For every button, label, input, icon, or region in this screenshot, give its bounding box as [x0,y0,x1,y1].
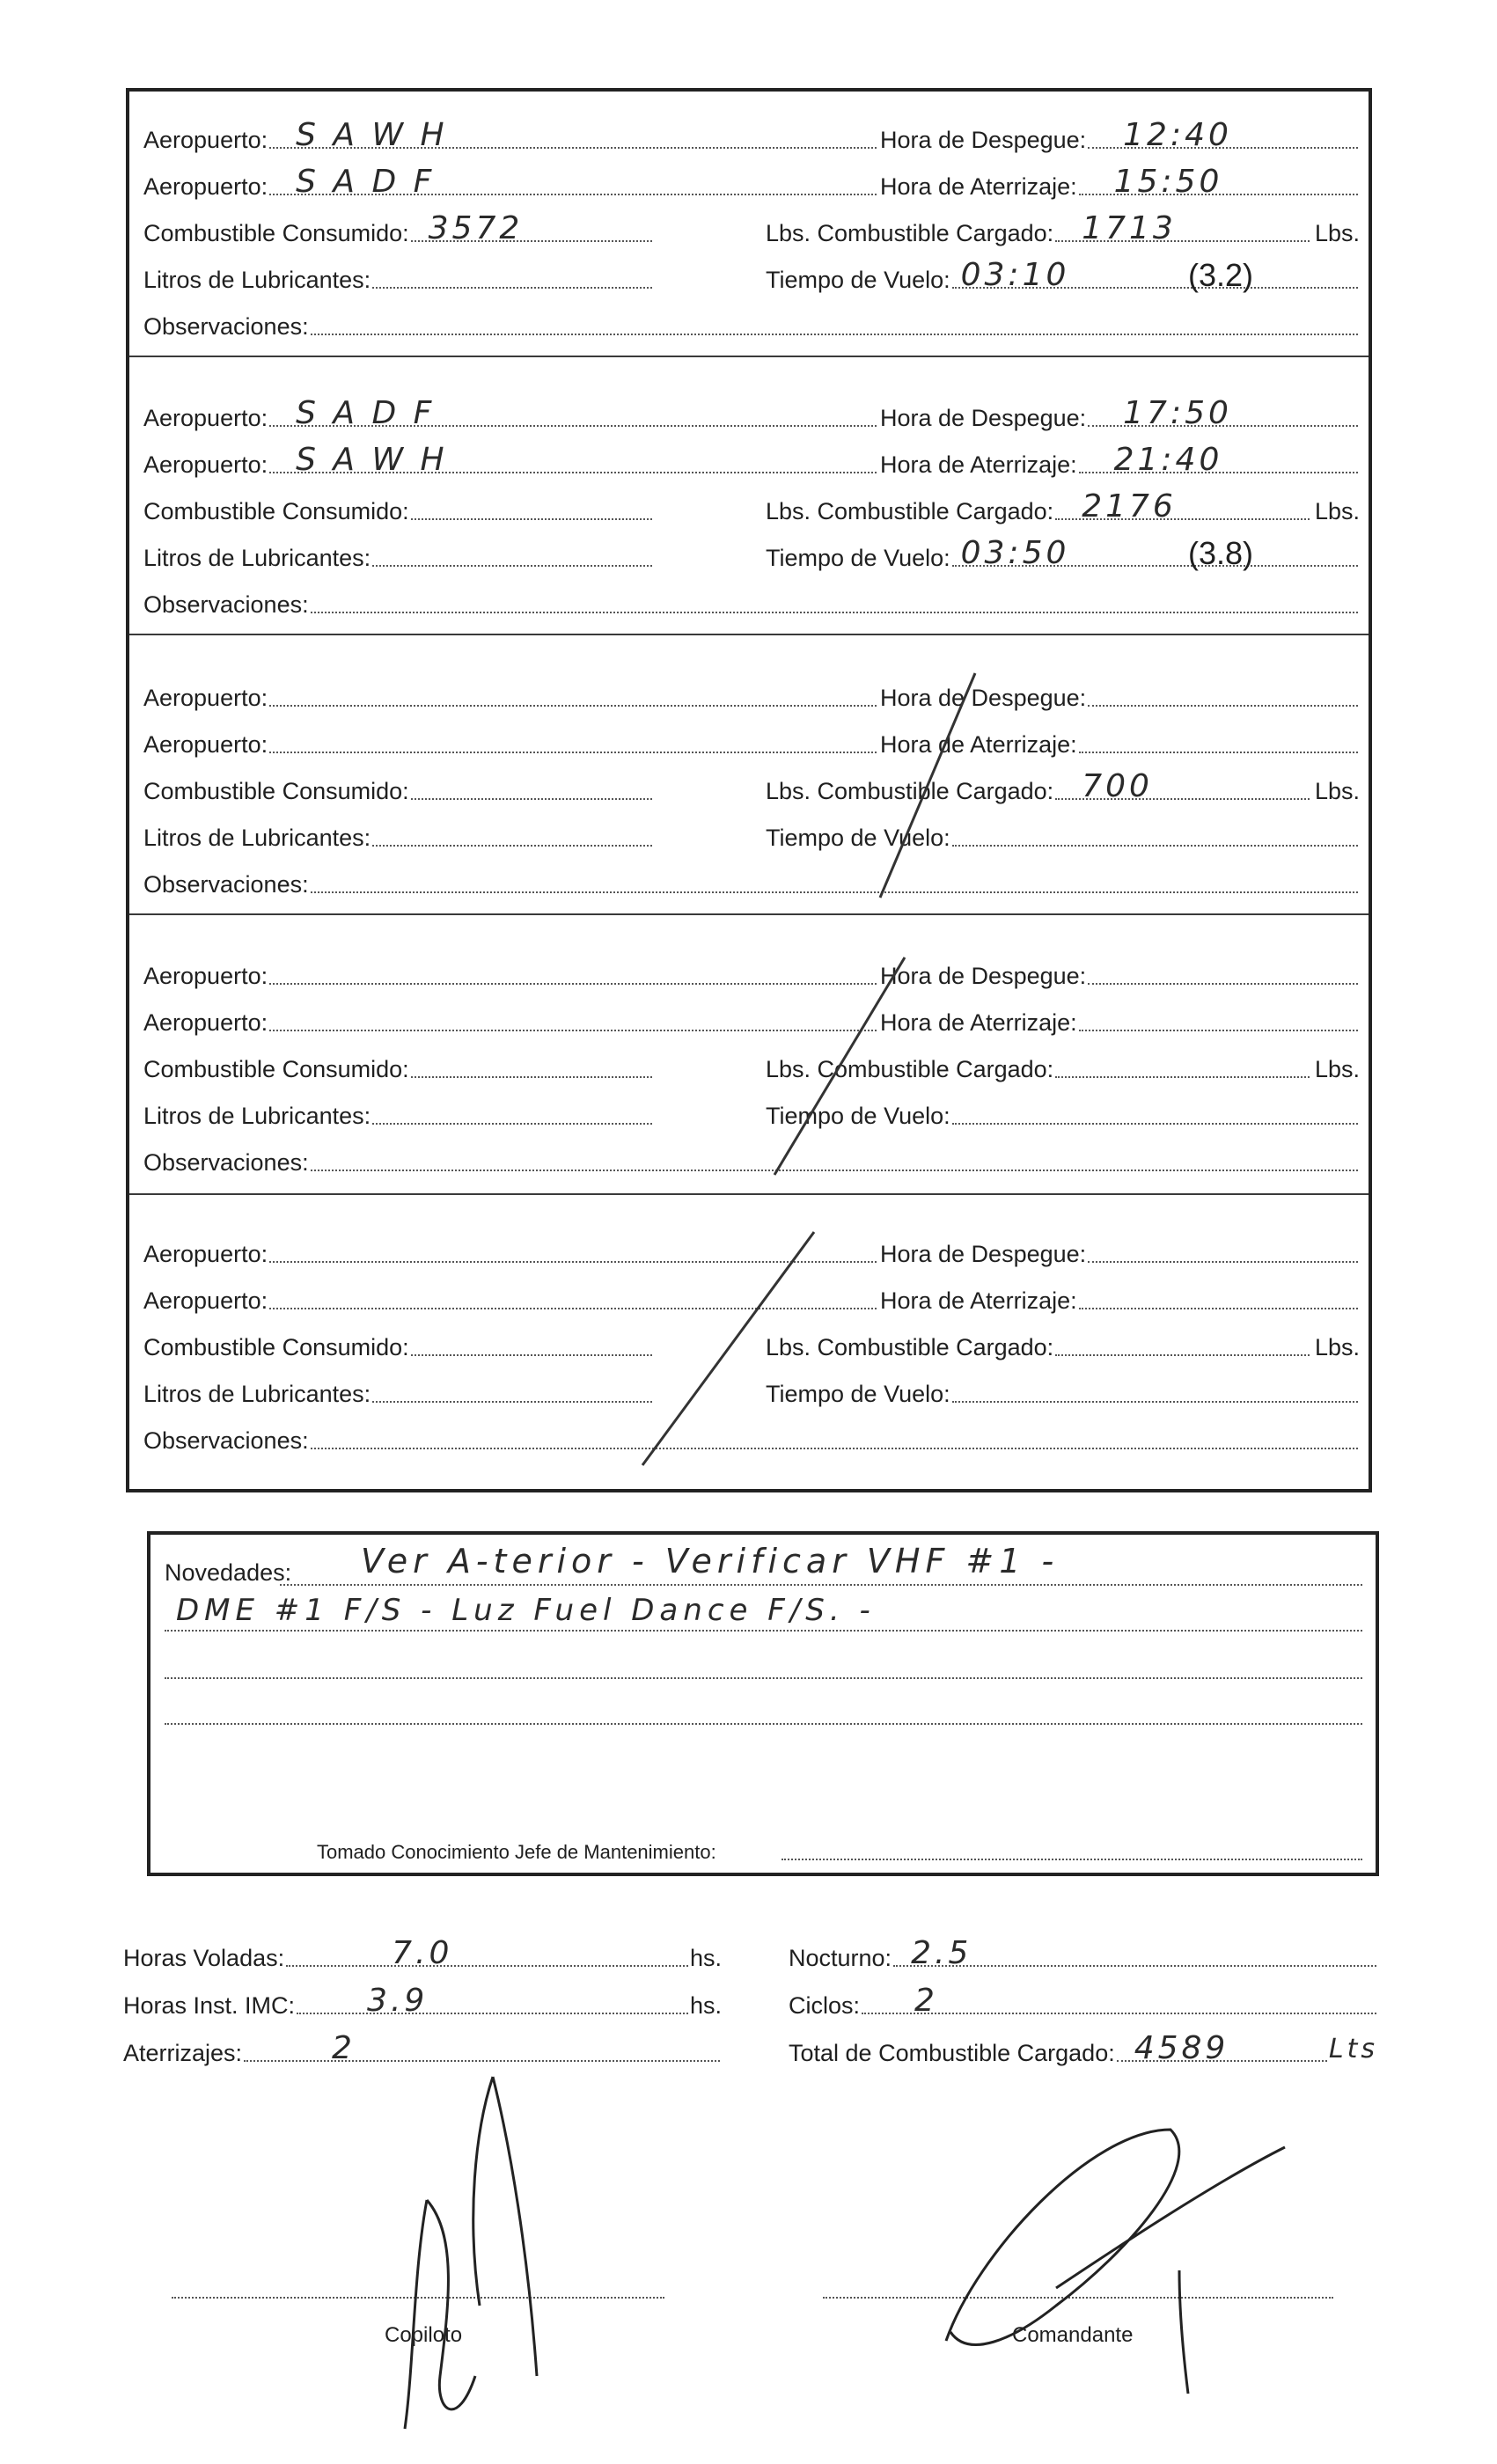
leg-5-departure-label: Hora de Despegue: [880,1241,1087,1267]
hours-flown-label: Horas Voladas: [123,1945,285,1971]
leg-2-lubricants-label: Litros de Lubricantes: [143,545,371,571]
leg-1-airport-to-value: S A D F [296,164,436,200]
leg-5-lubricants-label: Litros de Lubricantes: [143,1381,371,1407]
leg-3-fuel-loaded-label: Lbs. Combustible Cargado: [766,778,1054,804]
commander-label: Comandante [1012,2323,1134,2347]
leg-4-fuel-loaded-unit: Lbs. [1314,1056,1360,1082]
leg-2-airport-to-label: Aeropuerto: [143,451,268,478]
novedades-text-2: DME #1 F/S - Luz Fuel Dance F/S. - [176,1593,876,1628]
leg-3-fuel-loaded-value: 700 [1082,768,1153,804]
leg-5-flight-time-label: Tiempo de Vuelo: [766,1381,950,1407]
leg-2-fuel-loaded-label: Lbs. Combustible Cargado: [766,498,1054,524]
leg-3-departure-label: Hora de Despegue: [880,685,1087,711]
leg-1-departure-label: Hora de Despegue: [880,127,1087,153]
leg-3-fuel-loaded-unit: Lbs. [1314,778,1360,804]
leg-2-flight-time-value: 03:50 [960,535,1070,571]
leg-1-fuel-loaded-label: Lbs. Combustible Cargado: [766,220,1054,246]
night-label: Nocturno: [789,1945,892,1971]
leg-1-observations-label: Observaciones: [143,313,309,340]
leg-1-flight-time-decimal: (3.2) [1188,257,1254,293]
leg-4-fuel-consumed-label: Combustible Consumido: [143,1056,409,1082]
leg-3-airport-to-label: Aeropuerto: [143,731,268,758]
leg-3-lubricants-label: Litros de Lubricantes: [143,825,371,851]
cancel-slash-leg3 [880,673,975,898]
copilot-label: Copiloto [385,2323,463,2347]
leg-5-fuel-loaded-label: Lbs. Combustible Cargado: [766,1334,1054,1360]
leg-3-observations-label: Observaciones: [143,871,309,898]
commander-signature [946,2130,1285,2394]
imc-hours-label: Horas Inst. IMC: [123,1992,296,2019]
leg-2-departure-value: 17:50 [1123,395,1232,431]
leg-1-flight-time-value: 03:10 [960,257,1070,293]
leg-2-landing-label: Hora de Aterrizaje: [880,451,1077,478]
leg-4-airport-from-label: Aeropuerto: [143,963,268,989]
leg-4-observations-label: Observaciones: [143,1149,309,1176]
cancel-slash-leg4 [774,957,905,1175]
total-fuel-label: Total de Combustible Cargado: [789,2040,1115,2066]
maintenance-ack-label: Tomado Conocimiento Jefe de Mantenimiento: [317,1841,716,1863]
leg-3-flight-time-label: Tiempo de Vuelo: [766,825,950,851]
night-value: 2.5 [911,1935,972,1971]
novedades-text-1: Ver A-terior - Verificar VHF #1 - [361,1542,1060,1580]
leg-3-fuel-consumed-label: Combustible Consumido: [143,778,409,804]
leg-1-fuel-loaded-unit: Lbs. [1314,220,1360,246]
leg-2-airport-from-label: Aeropuerto: [143,405,268,431]
leg-2-flight-time-decimal: (3.8) [1188,535,1254,571]
leg-1-fuel-loaded-value: 1713 [1082,210,1177,246]
cycles-label: Ciclos: [789,1992,861,2019]
leg-1-lubricants-label: Litros de Lubricantes: [143,267,371,293]
leg-5-observations-label: Observaciones: [143,1427,309,1454]
leg-5-fuel-loaded-unit: Lbs. [1314,1334,1360,1360]
imc-hours-unit: hs. [689,1992,722,2019]
leg-2-fuel-consumed-label: Combustible Consumido: [143,498,409,524]
leg-1-departure-value: 12:40 [1123,117,1232,153]
leg-1-flight-time-label: Tiempo de Vuelo: [766,267,950,293]
leg-1-landing-value: 15:50 [1113,164,1223,200]
leg-5-fuel-consumed-label: Combustible Consumido: [143,1334,409,1360]
leg-1-airport-from-value: S A W H [296,117,448,153]
leg-4-flight-time-label: Tiempo de Vuelo: [766,1103,950,1129]
leg-4-fuel-loaded-label: Lbs. Combustible Cargado: [766,1056,1054,1082]
leg-1-airport-to-label: Aeropuerto: [143,173,268,200]
total-fuel-value: 4589 [1134,2030,1229,2066]
imc-hours-value: 3.9 [367,1983,429,2019]
leg-1-airport-from-label: Aeropuerto: [143,127,268,153]
leg-4-airport-to-label: Aeropuerto: [143,1009,268,1036]
leg-3-airport-from-label: Aeropuerto: [143,685,268,711]
landings-value: 2 [332,2030,356,2066]
leg-2-departure-label: Hora de Despegue: [880,405,1087,431]
novedades-label: Novedades: [165,1559,292,1586]
leg-1-fuel-consumed-value: 3572 [428,210,524,246]
total-fuel-unit: Lts [1328,2034,1378,2064]
leg-5-airport-from-label: Aeropuerto: [143,1241,268,1267]
leg-1-fuel-consumed-label: Combustible Consumido: [143,220,409,246]
leg-1-landing-label: Hora de Aterrizaje: [880,173,1077,200]
leg-2-airport-from-value: S A D F [296,395,436,431]
leg-2-flight-time-label: Tiempo de Vuelo: [766,545,950,571]
hours-flown-unit: hs. [689,1945,722,1971]
leg-4-departure-label: Hora de Despegue: [880,963,1087,989]
leg-5-landing-label: Hora de Aterrizaje: [880,1287,1077,1314]
hours-flown-value: 7.0 [392,1935,453,1971]
leg-2-fuel-loaded-value: 2176 [1082,488,1177,524]
leg-4-landing-label: Hora de Aterrizaje: [880,1009,1077,1036]
leg-2-observations-label: Observaciones: [143,591,309,618]
leg-2-landing-value: 21:40 [1113,442,1223,478]
cancel-slash-leg5 [642,1232,814,1465]
leg-2-airport-to-value: S A W H [296,442,448,478]
leg-2-fuel-loaded-unit: Lbs. [1314,498,1360,524]
leg-5-airport-to-label: Aeropuerto: [143,1287,268,1314]
leg-3-landing-label: Hora de Aterrizaje: [880,731,1077,758]
copilot-signature [405,2077,537,2429]
cycles-value: 2 [914,1983,938,2019]
landings-label: Aterrizajes: [123,2040,243,2066]
leg-4-lubricants-label: Litros de Lubricantes: [143,1103,371,1129]
